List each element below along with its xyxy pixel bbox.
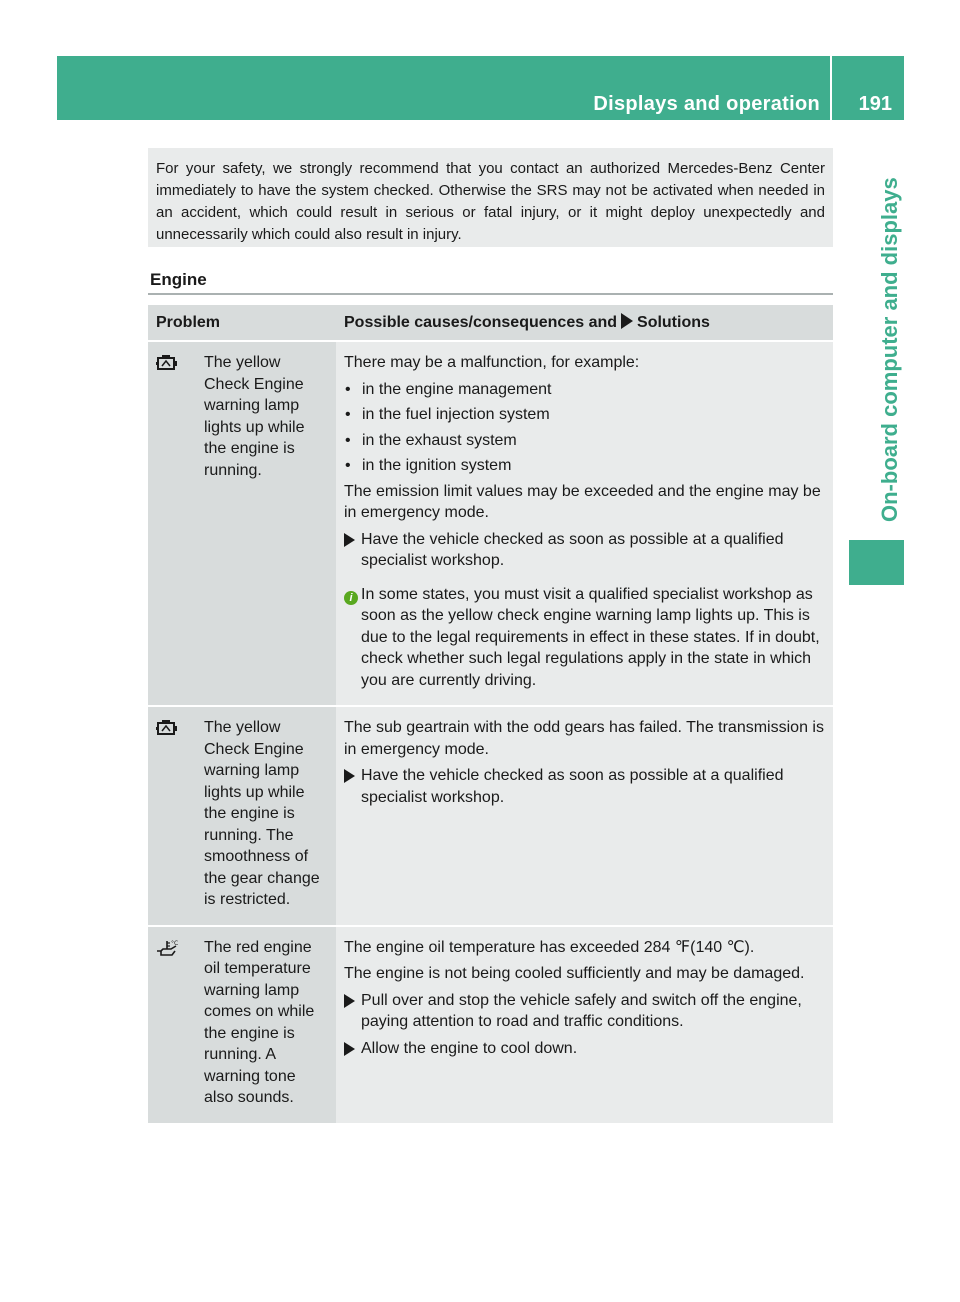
action-text: Allow the engine to cool down. bbox=[361, 1039, 578, 1057]
action-arrow-icon bbox=[621, 313, 633, 329]
list-item: • in the ignition system bbox=[344, 455, 825, 477]
column-header-solutions-label: Solutions bbox=[637, 313, 710, 331]
troubleshooting-table bbox=[148, 305, 833, 1123]
side-tab-label: On-board computer and displays bbox=[877, 177, 902, 522]
side-tab bbox=[849, 120, 904, 535]
info-icon: i bbox=[344, 591, 358, 605]
action-item bbox=[344, 1038, 825, 1063]
action-item bbox=[344, 529, 825, 572]
table-header-row bbox=[148, 305, 833, 341]
action-arrow-icon bbox=[344, 533, 355, 547]
cause-intro: The engine oil temperature has exceeded 284 ℉(140 ℃). bbox=[344, 938, 755, 956]
page-number: 191 bbox=[858, 93, 892, 115]
cause-cell bbox=[336, 706, 833, 926]
list-item-text: in the exhaust system bbox=[362, 431, 517, 449]
header-title: Displays and operation bbox=[593, 93, 820, 115]
list-item-text: in the engine management bbox=[362, 380, 552, 398]
svg-text:°C: °C bbox=[171, 939, 178, 947]
column-header-causes bbox=[336, 305, 833, 341]
cause-cell bbox=[336, 341, 833, 706]
list-item: • in the engine management bbox=[344, 379, 825, 401]
problem-text: The yellow Check Engine warning lamp lights up while the engine is running. bbox=[204, 354, 305, 479]
action-item bbox=[344, 990, 825, 1033]
cause-cell bbox=[336, 926, 833, 1123]
side-tab-marker bbox=[849, 540, 904, 585]
info-text: In some states, you must visit a qualified specialist workshop as soon as the yellow check engine warning lamp lights up. This is due to the legal requirements in effect in these states. If in doubt, check whether such legal regulations apply in the state in which you are currently driving. bbox=[361, 585, 820, 689]
cause-intro: The sub geartrain with the odd gears has failed. The transmission is in emergency mode. bbox=[344, 719, 824, 758]
check-engine-icon bbox=[156, 717, 204, 911]
page-header bbox=[57, 56, 904, 120]
cause-text: The engine is not being cooled sufficiently and may be damaged. bbox=[344, 965, 805, 982]
problem-cell bbox=[148, 706, 336, 926]
problem-cell bbox=[148, 341, 336, 706]
section-title: Engine bbox=[150, 270, 207, 289]
problem-text: The red engine oil temperature warning lamp comes on while the engine is running. A warning tone also sounds. bbox=[204, 938, 315, 1106]
action-arrow-icon bbox=[344, 1042, 355, 1056]
table-row bbox=[148, 341, 833, 706]
info-note bbox=[344, 584, 825, 692]
safety-note: For your safety, we strongly recommend that you contact an authorized Mercedes-Benz Center immediately to have the system checked. Otherwise the SRS may not be activated when needed in an accident, which could result in serious or fatal injury, or it might deploy unexpectedly and unnecessarily which could also result in injury. bbox=[148, 148, 833, 247]
action-arrow-icon bbox=[344, 769, 355, 783]
problem-cell bbox=[148, 926, 336, 1123]
list-item-text: in the ignition system bbox=[362, 457, 512, 474]
list-item: • in the fuel injection system bbox=[344, 404, 825, 426]
check-engine-icon bbox=[156, 352, 204, 481]
action-text: Have the vehicle checked as soon as possible at a qualified specialist workshop. bbox=[361, 530, 784, 569]
cause-intro: There may be a malfunction, for example: bbox=[344, 354, 640, 371]
list-item: • in the exhaust system bbox=[344, 430, 825, 452]
column-header-causes-label: Possible causes/consequences and bbox=[344, 313, 618, 331]
action-text: Pull over and stop the vehicle safely and switch off the engine, paying attention to road and traffic conditions. bbox=[361, 991, 802, 1030]
table-row bbox=[148, 926, 833, 1123]
column-header-problem-label: Problem bbox=[156, 313, 221, 331]
column-header-problem bbox=[148, 305, 336, 341]
action-item bbox=[344, 765, 825, 808]
action-arrow-icon bbox=[344, 994, 355, 1008]
section-divider bbox=[148, 293, 833, 295]
cause-text: The emission limit values may be exceeded and the engine may be in emergency mode. bbox=[344, 482, 821, 521]
action-text: Have the vehicle checked as soon as possible at a qualified specialist workshop. bbox=[361, 767, 784, 806]
header-divider bbox=[830, 56, 832, 120]
list-item-text: in the fuel injection system bbox=[362, 406, 550, 423]
problem-text: The yellow Check Engine warning lamp lights up while the engine is running. The smoothness of the gear change is restricted. bbox=[204, 719, 320, 908]
engine-oil-temperature-icon bbox=[156, 937, 204, 1109]
table-row bbox=[148, 706, 833, 926]
